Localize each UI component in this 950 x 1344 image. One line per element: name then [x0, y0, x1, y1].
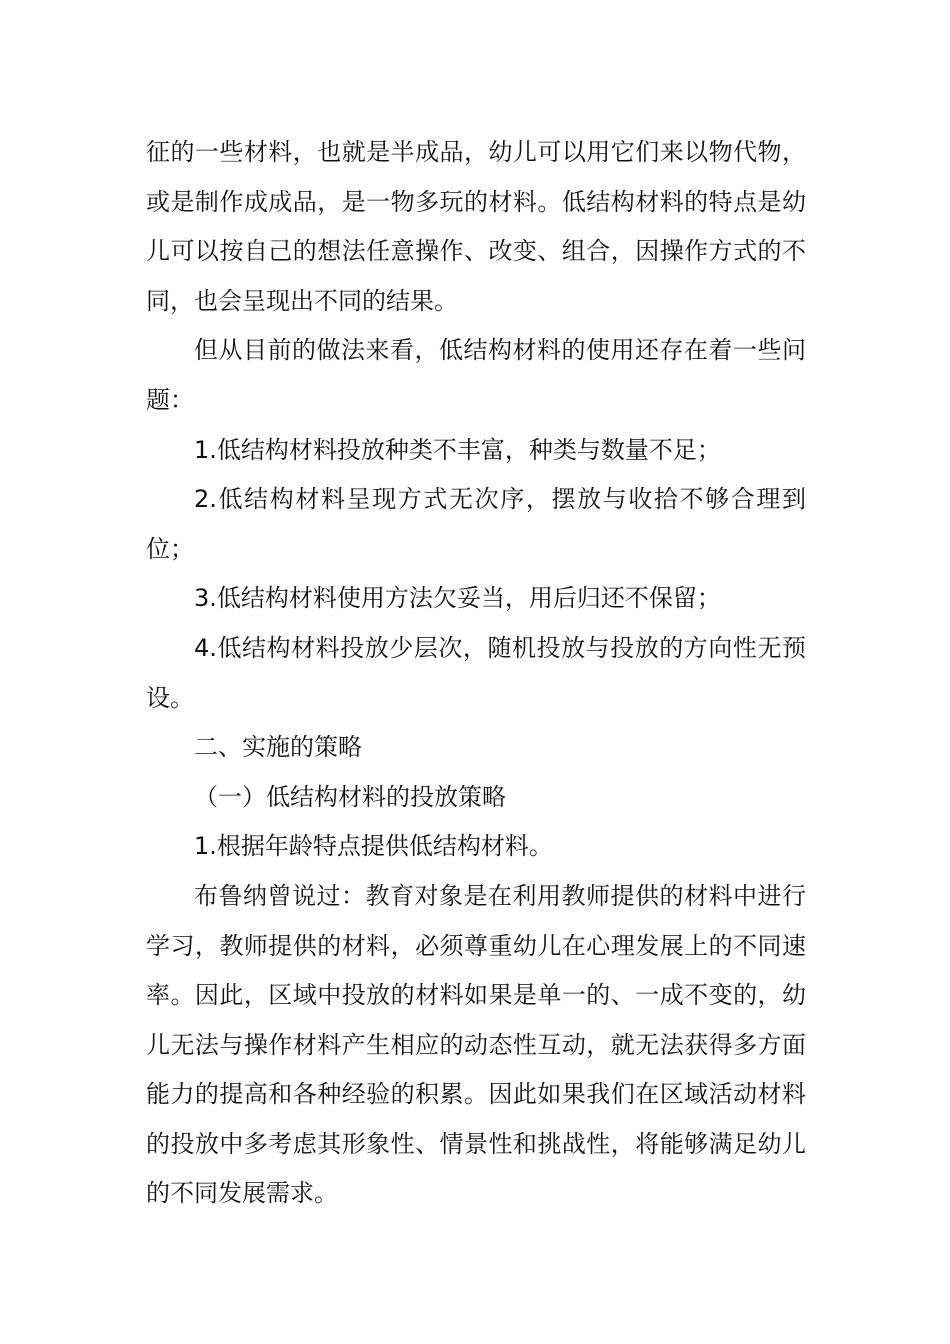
section-heading: 二、实施的策略: [194, 733, 362, 762]
document-body: [146, 128, 806, 1219]
paragraph-problems-intro: 但从目前的做法来看，低结构材料的使用还存在着一些问题：: [146, 336, 806, 414]
strategy-item-1: 1.根据年龄特点提供低结构材料。: [194, 832, 553, 861]
list-item-problem-3: 3.低结构材料使用方法欠妥当，用后归还不保留；: [194, 584, 721, 613]
list-item-problem-1: 1.低结构材料投放种类不丰富，种类与数量不足；: [194, 435, 721, 464]
subsection-heading: （一）低结构材料的投放策略: [194, 782, 506, 811]
paragraph-intro-continued: 征的一些材料，也就是半成品，幼儿可以用它们来以物代物，或是制作成成品，是一物多玩的材料。低结构材料的特点是幼儿可以按自己的想法任意操作、改变、组合，因操作方式的不同，也会呈现出不同的结果。: [146, 138, 806, 315]
list-item-problem-4: 4.低结构材料投放少层次，随机投放与投放的方向性无预设。: [146, 633, 806, 712]
list-item-problem-2: 2.低结构材料呈现方式无次序，摆放与收拾不够合理到位；: [146, 485, 806, 563]
paragraph-bruner: 布鲁纳曾说过：教育对象是在利用教师提供的材料中进行学习，教师提供的材料，必须尊重幼儿在心理发展上的不同速率。因此，区域中投放的材料如果是单一的、一成不变的，幼儿无法与操作材料产生相应的动态性互动，就无法获得多方面能力的提高和各种经验的积累。因此如果我们在区域活动材料的投放中多考虑其形象性、情景性和挑战性，将能够满足幼儿的不同发展需求。: [146, 881, 806, 1208]
